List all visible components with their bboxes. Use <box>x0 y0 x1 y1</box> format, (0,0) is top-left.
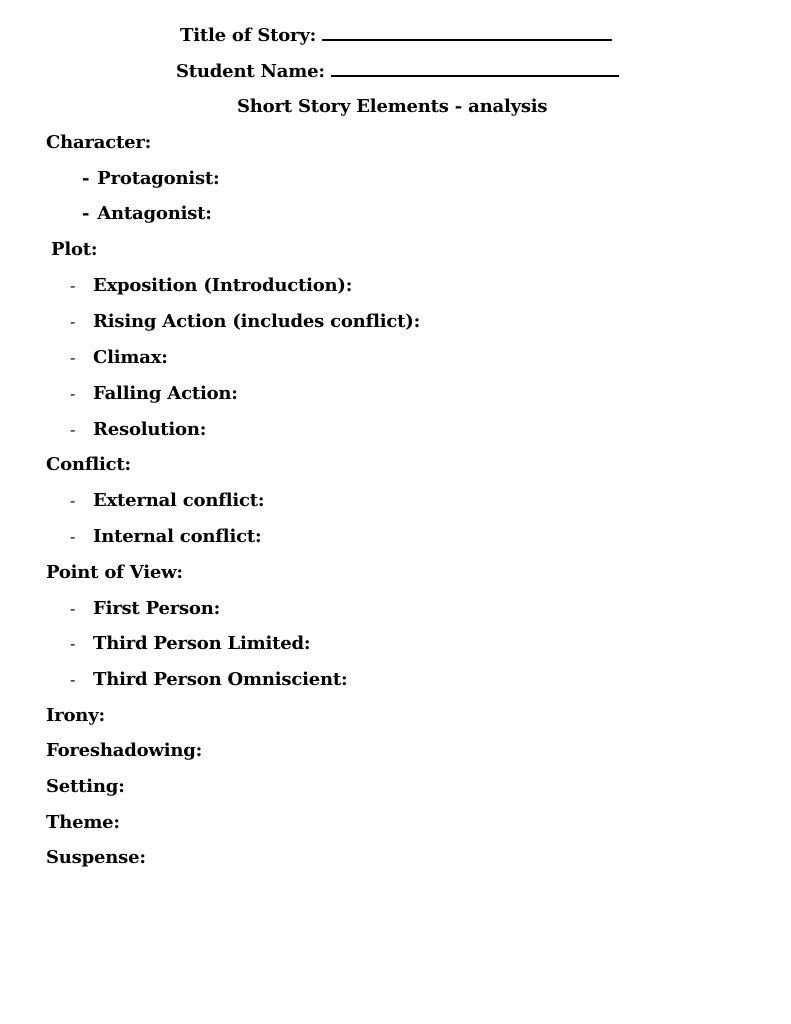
list-item-falling-action: Falling Action: <box>93 383 238 404</box>
dash-icon: - <box>70 348 76 367</box>
dash-icon: - <box>70 527 76 546</box>
student-name-blank[interactable] <box>331 61 619 77</box>
list-item-internal-conflict: Internal conflict: <box>93 526 262 547</box>
student-name-field <box>176 61 619 83</box>
section-foreshadowing: Foreshadowing: <box>46 740 203 761</box>
list-item-resolution: Resolution: <box>93 419 207 440</box>
title-of-story-blank[interactable] <box>322 25 612 41</box>
section-conflict: Conflict: <box>46 454 131 475</box>
item-label: Antagonist: <box>97 203 212 224</box>
section-theme: Theme: <box>46 812 120 833</box>
section-character: Character: <box>46 132 152 153</box>
dash-icon: - <box>70 384 76 403</box>
page-heading: Short Story Elements - analysis <box>237 96 548 117</box>
list-item-exposition: Exposition (Introduction): <box>93 275 353 296</box>
dash-icon: - <box>70 276 76 295</box>
dash-icon: - <box>70 670 76 689</box>
student-name-label: Student Name: <box>176 61 325 82</box>
list-item-antagonist <box>82 203 212 225</box>
dash-icon: - <box>70 420 76 439</box>
item-label: Protagonist: <box>97 168 220 189</box>
dash-icon: - <box>70 491 76 510</box>
list-item-climax: Climax: <box>93 347 168 368</box>
section-plot: Plot: <box>51 239 98 260</box>
list-item-rising-action: Rising Action (includes conflict): <box>93 311 421 332</box>
list-item-external-conflict: External conflict: <box>93 490 265 511</box>
dash-icon: - <box>70 599 76 618</box>
dash-icon: - <box>70 312 76 331</box>
title-of-story-label: Title of Story: <box>180 25 317 46</box>
section-setting: Setting: <box>46 776 125 797</box>
dash-icon: - <box>82 168 90 189</box>
list-item-third-person-limited: Third Person Limited: <box>93 633 311 654</box>
list-item-first-person: First Person: <box>93 598 221 619</box>
dash-icon: - <box>82 203 90 224</box>
section-point-of-view: Point of View: <box>46 562 183 583</box>
section-irony: Irony: <box>46 705 105 726</box>
dash-icon: - <box>70 634 76 653</box>
list-item-protagonist <box>82 168 220 190</box>
list-item-third-person-omniscient: Third Person Omniscient: <box>93 669 348 690</box>
section-suspense: Suspense: <box>46 847 146 868</box>
title-of-story-field <box>180 25 612 47</box>
